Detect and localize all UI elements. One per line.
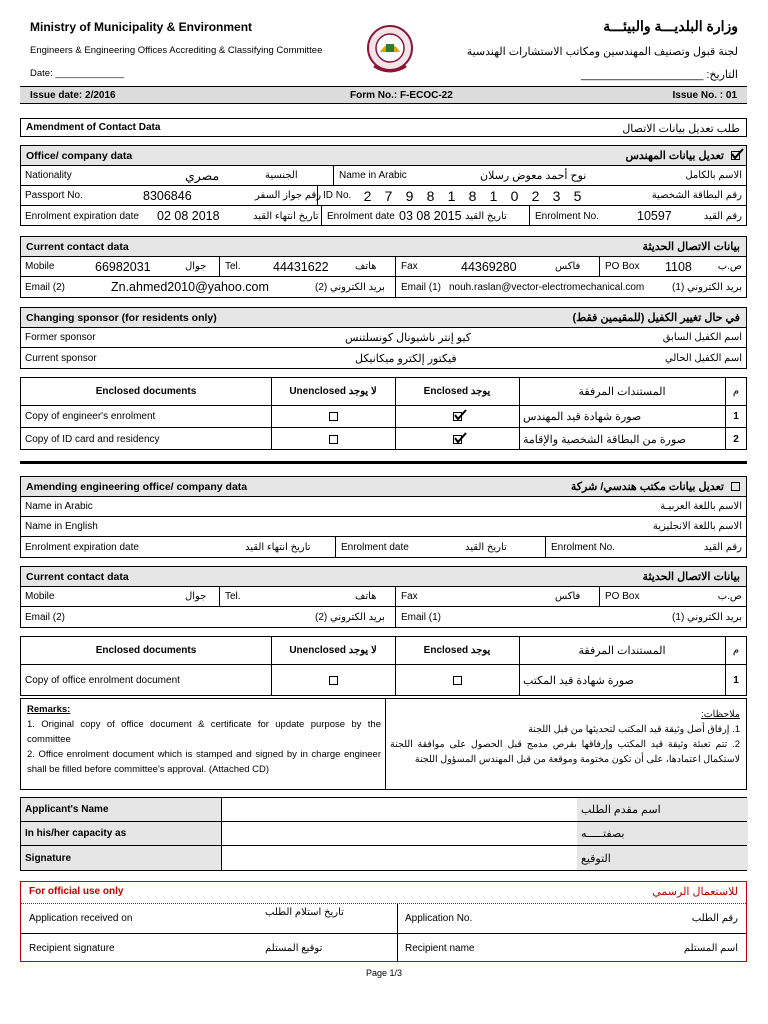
full-name-label-ar: الاسم بالكامل: [685, 170, 742, 181]
enrolment-expiry-label-en: Enrolment expiration date: [25, 210, 139, 222]
app-no-label-ar: رقم الطلب: [691, 913, 738, 924]
contact1-title-en: Current contact data: [26, 241, 129, 253]
contact2-pobox-label-ar: ص.ب: [717, 591, 742, 602]
official-title-ar: للاستعمال الرسمي: [652, 886, 738, 898]
former-sponsor-label-ar: اسم الكفيل السابق: [662, 332, 742, 343]
docs1-row2-ar: صورة من البطاقة الشخصية والإقامة: [523, 433, 686, 446]
applicant-name-input[interactable]: [223, 798, 575, 821]
office-data-section: [20, 476, 747, 558]
docs1-row1-ar: صورة شهادة قيد المهندس: [523, 411, 642, 423]
office2-name-english-label-ar: الاسم باللغة الانجليزية: [652, 521, 742, 532]
issue-bar: [20, 86, 747, 104]
pobox-value[interactable]: 1108: [665, 259, 692, 274]
docs1-col-docs-ar: المستندات المرفقة: [578, 386, 666, 398]
former-sponsor-value[interactable]: كيو إنتر ناشيونال كونسلتنس: [345, 332, 472, 344]
docs1-row2-unenclosed-checkbox[interactable]: [271, 428, 395, 450]
current-sponsor-value[interactable]: فيكتور إلكترو ميكانيكل: [355, 352, 457, 365]
passport-label-en: Passport No.: [25, 190, 83, 201]
passport-label-ar: رقم جواز السفر: [255, 190, 322, 201]
signature-label-en: Signature: [21, 846, 221, 870]
engineer-data-section: [20, 145, 747, 226]
docs2-row1-ar: صورة شهادة قيد المكتب: [523, 674, 634, 687]
fax-label-ar: فاكس: [555, 261, 581, 272]
email1-label-ar: بريد الكتروني (1): [672, 281, 742, 293]
passport-value[interactable]: 8306846: [143, 188, 192, 203]
capacity-label-en: In his/her capacity as: [21, 822, 221, 845]
app-no-label-en: Application No.: [405, 913, 473, 924]
docs2-col-docs-ar: المستندات المرفقة: [578, 645, 666, 657]
tel-label-en: Tel.: [225, 261, 241, 272]
current-sponsor-label-en: Current sponsor: [25, 352, 97, 364]
contact2-title-ar: بيانات الاتصال الحديثة: [642, 571, 740, 583]
id-digit: 1: [489, 187, 498, 204]
mobile-label-en: Mobile: [25, 261, 55, 272]
docs1-row1-unenclosed-checkbox[interactable]: [271, 406, 395, 427]
former-sponsor-label-en: Former sponsor: [25, 332, 96, 343]
mobile-value[interactable]: 66982031: [95, 259, 151, 274]
date-field-ar[interactable]: التاريخ: ____________________: [580, 69, 738, 81]
id-digit: 0: [510, 187, 519, 204]
applicant-name-label-ar: اسم مقدم الطلب: [577, 798, 748, 821]
contact1-title-ar: بيانات الاتصال الحديثة: [642, 241, 740, 253]
email2-label-ar: بريد الكتروني (2): [315, 281, 385, 293]
remarks-section: [20, 698, 747, 790]
office2-title-en: Amending engineering office/ company data: [26, 481, 248, 493]
docs1-col-no: م: [732, 386, 740, 397]
id-digit: 3: [552, 187, 561, 204]
enrolment-date-label-ar: تاريخ القيد: [465, 210, 507, 222]
signature-input[interactable]: [223, 846, 575, 870]
docs2-col-unenclosed: Unenclosed لا يوجد: [289, 645, 377, 656]
sponsor-section: [20, 307, 747, 369]
remarks-title-en: Remarks:: [27, 704, 71, 715]
pobox-label-ar: ص.ب: [717, 261, 742, 272]
contact2-email2-label-ar: بريد الكتروني (2): [315, 611, 385, 623]
enrolment-no-value[interactable]: 10597: [637, 209, 672, 223]
engineer-section-title-en: Office/ company data: [26, 150, 133, 162]
contact2-fax-label-ar: فاكس: [555, 591, 581, 602]
contact2-fax-label-en: Fax: [401, 591, 418, 602]
recipient-name-label-ar: اسم المستلم: [683, 942, 738, 954]
official-title-en: For official use only: [29, 886, 124, 897]
office2-enrolment-date-label-ar: تاريخ القيد: [465, 541, 507, 553]
contact-data-section-2: [20, 566, 747, 628]
docs2-col-enclosed-docs: Enclosed documents: [95, 645, 197, 656]
docs2-col-enclosed: Enclosed يوجد: [423, 645, 491, 656]
docs1-row2-enclosed-checkbox-checked[interactable]: [395, 428, 519, 450]
id-digits[interactable]: [357, 186, 588, 205]
amendment-title-box: [20, 118, 747, 137]
contact2-email1-label-en: Email (1): [401, 611, 442, 623]
enclosed-docs-table-2: [20, 636, 747, 696]
capacity-input[interactable]: [223, 822, 575, 845]
date-field-en[interactable]: Date: _____________: [30, 68, 125, 79]
id-digit: 2: [363, 187, 372, 204]
nationality-label-en: Nationality: [25, 170, 72, 181]
table-row: [21, 665, 746, 695]
applicant-name-label-en: Applicant's Name: [21, 798, 221, 821]
contact2-tel-label-en: Tel.: [225, 591, 241, 602]
office2-enrolment-expiry-label-en: Enrolment expiration date: [25, 541, 139, 553]
email2-label-en: Email (2): [25, 281, 66, 293]
form-number: Form No.: F-ECOC-22: [350, 90, 453, 101]
contact2-title-en: Current contact data: [26, 571, 129, 583]
id-digit: 8: [426, 187, 435, 204]
page-number: Page 1/3: [365, 968, 403, 978]
email1-value[interactable]: nouh.raslan@vector-electromechanical.com: [449, 281, 645, 293]
id-label-ar: رقم البطاقة الشخصية: [651, 190, 742, 201]
received-label-ar: تاريخ استلام الطلب: [265, 907, 344, 918]
office2-enrolment-no-label-ar: رقم القيد: [703, 541, 742, 553]
id-digit: 5: [573, 187, 582, 204]
enrolment-date-label-en: Enrolment date: [327, 210, 395, 222]
issue-date: Issue date: 2/2016: [30, 90, 116, 101]
mobile-label-ar: جوال: [185, 261, 207, 272]
office2-checkbox[interactable]: [731, 482, 740, 494]
docs2-row1-no: 1: [733, 674, 739, 686]
sponsor-title-ar: في حال تغيير الكفيل (للمقيمين فقط): [572, 312, 740, 324]
docs1-row1-no: 1: [733, 411, 739, 422]
remark-1-en: 1. Original copy of office document & certificate for update purpose by the committee: [27, 719, 381, 745]
tel-label-ar: هاتف: [355, 261, 377, 272]
engineer-section-title-ar: تعديل بيانات المهندس: [625, 150, 724, 162]
docs2-row1-en: Copy of office enrolment document: [25, 674, 180, 686]
remark-1-ar: 1. إرفاق أصل وثيقة قيد المكتب لتحديثها من قبل اللجنة: [528, 724, 740, 735]
fax-value[interactable]: 44369280: [461, 259, 517, 274]
docs1-col-enclosed: Enclosed يوجد: [423, 386, 491, 397]
office2-enrolment-no-label-en: Enrolment No.: [551, 541, 615, 553]
ministry-title-en: Ministry of Municipality & Environment: [30, 20, 253, 34]
fax-label-en: Fax: [401, 261, 418, 272]
office2-name-english-label-en: Name in English: [25, 521, 98, 532]
sponsor-title-en: Changing sponsor (for residents only): [26, 312, 217, 324]
received-label-en: Application received on: [29, 913, 133, 924]
id-digit: 9: [405, 187, 414, 204]
committee-title-en: Engineers & Engineering Offices Accrediting & Classifying Committee: [30, 45, 323, 56]
docs2-row1-enclosed-checkbox[interactable]: [395, 665, 519, 695]
tel-value[interactable]: 44431622: [273, 259, 329, 274]
contact2-tel-label-ar: هاتف: [355, 591, 377, 602]
enclosed-docs-table-1: [20, 377, 747, 450]
docs1-col-unenclosed: Unenclosed لا يوجد: [289, 386, 377, 397]
table-row: [21, 406, 746, 428]
enrolment-date-value[interactable]: 03 08 2015: [399, 209, 462, 223]
contact2-email2-label-en: Email (2): [25, 611, 66, 623]
enrolment-no-label-ar: رقم القيد: [703, 210, 742, 222]
office2-title-ar: تعديل بيانات مكتب هندسي/ شركة: [570, 481, 724, 493]
remark-2-ar: 2. تتم تعبئة وثيقة قيد المكتب وإرفاقها بقرص مدمج قبل الحصول على موافقة اللجنة لاستكمال اعتمادها، على أن تكون مختومة وموقعة من قبل المهندس المسؤول اللجنة: [390, 739, 740, 765]
docs1-col-enclosed-docs: Enclosed documents: [95, 386, 197, 397]
office2-enrolment-expiry-label-ar: تاريخ انتهاء القيد: [245, 541, 311, 553]
applicant-section: [20, 797, 747, 871]
docs1-row2-en: Copy of ID card and residency: [25, 433, 160, 445]
ministry-title-ar: وزارة البلديـــة والبيئـــة: [603, 18, 738, 34]
email1-label-en: Email (1): [401, 281, 442, 293]
issue-number: Issue No. : 01: [672, 90, 737, 101]
docs1-row2-no: 2: [733, 433, 739, 445]
id-digit: 8: [468, 187, 477, 204]
contact2-pobox-label-en: PO Box: [605, 591, 640, 602]
recipient-signature-label-en: Recipient signature: [29, 942, 115, 954]
enrolment-expiry-value[interactable]: 02 08 2018: [157, 209, 220, 223]
amendment-title-en: Amendment of Contact Data: [26, 122, 161, 133]
docs1-row1-enclosed-checkbox-checked[interactable]: [395, 406, 519, 427]
office2-enrolment-date-label-en: Enrolment date: [341, 541, 409, 553]
remarks-title-ar: ملاحظات:: [701, 709, 740, 720]
enrolment-no-label-en: Enrolment No.: [535, 210, 599, 222]
id-digit: 7: [384, 187, 393, 204]
recipient-signature-label-ar: توقيع المستلم: [265, 942, 323, 954]
current-sponsor-label-ar: اسم الكفيل الحالي: [664, 352, 742, 364]
signature-label-ar: التوقيع: [577, 846, 748, 870]
capacity-label-ar: بصفتـــــه: [577, 822, 748, 845]
office2-name-arabic-label-ar: الاسم باللغة العربيـة: [660, 501, 742, 512]
amendment-title-ar: طلب تعديل بيانات الاتصال: [622, 123, 740, 135]
committee-title-ar: لجنة قبول وتصنيف المهندسين ومكاتب الاستشارات الهندسية: [466, 46, 738, 58]
contact-data-section-1: [20, 236, 747, 298]
docs2-col-no: م: [732, 645, 740, 656]
pobox-label-en: PO Box: [605, 261, 640, 272]
name-arabic-label-en: Name in Arabic: [339, 170, 407, 181]
email2-value[interactable]: Zn.ahmed2010@yahoo.com: [111, 280, 269, 294]
remark-2-en: 2. Office enrolment document which is stamped and signed by in charge engineer shall be filled before committee's approval. (Attached CD): [27, 749, 381, 775]
docs2-row1-unenclosed-checkbox[interactable]: [271, 665, 395, 695]
enrolment-expiry-label-ar: تاريخ انتهاء القيد: [253, 210, 319, 222]
docs1-row1-en: Copy of engineer's enrolment: [25, 411, 156, 422]
office2-name-arabic-label-en: Name in Arabic: [25, 501, 93, 512]
id-digit: 1: [447, 187, 456, 204]
contact2-email1-label-ar: بريد الكتروني (1): [672, 611, 742, 623]
nationality-label-ar: الجنسية: [265, 170, 298, 181]
official-use-section: [20, 881, 747, 962]
section-divider: [20, 461, 747, 464]
ministry-logo: [366, 18, 414, 78]
name-arabic-value[interactable]: نوح أحمد معوض رسلان: [480, 170, 587, 182]
contact2-mobile-label-en: Mobile: [25, 591, 55, 602]
nationality-value[interactable]: مصري: [185, 169, 220, 183]
id-label-en: ID No.: [323, 190, 352, 201]
engineer-checkbox-checked[interactable]: [731, 151, 740, 163]
contact2-mobile-label-ar: جوال: [185, 591, 207, 602]
recipient-name-label-en: Recipient name: [405, 942, 475, 954]
table-row: [21, 428, 746, 450]
id-digit: 2: [531, 187, 540, 204]
